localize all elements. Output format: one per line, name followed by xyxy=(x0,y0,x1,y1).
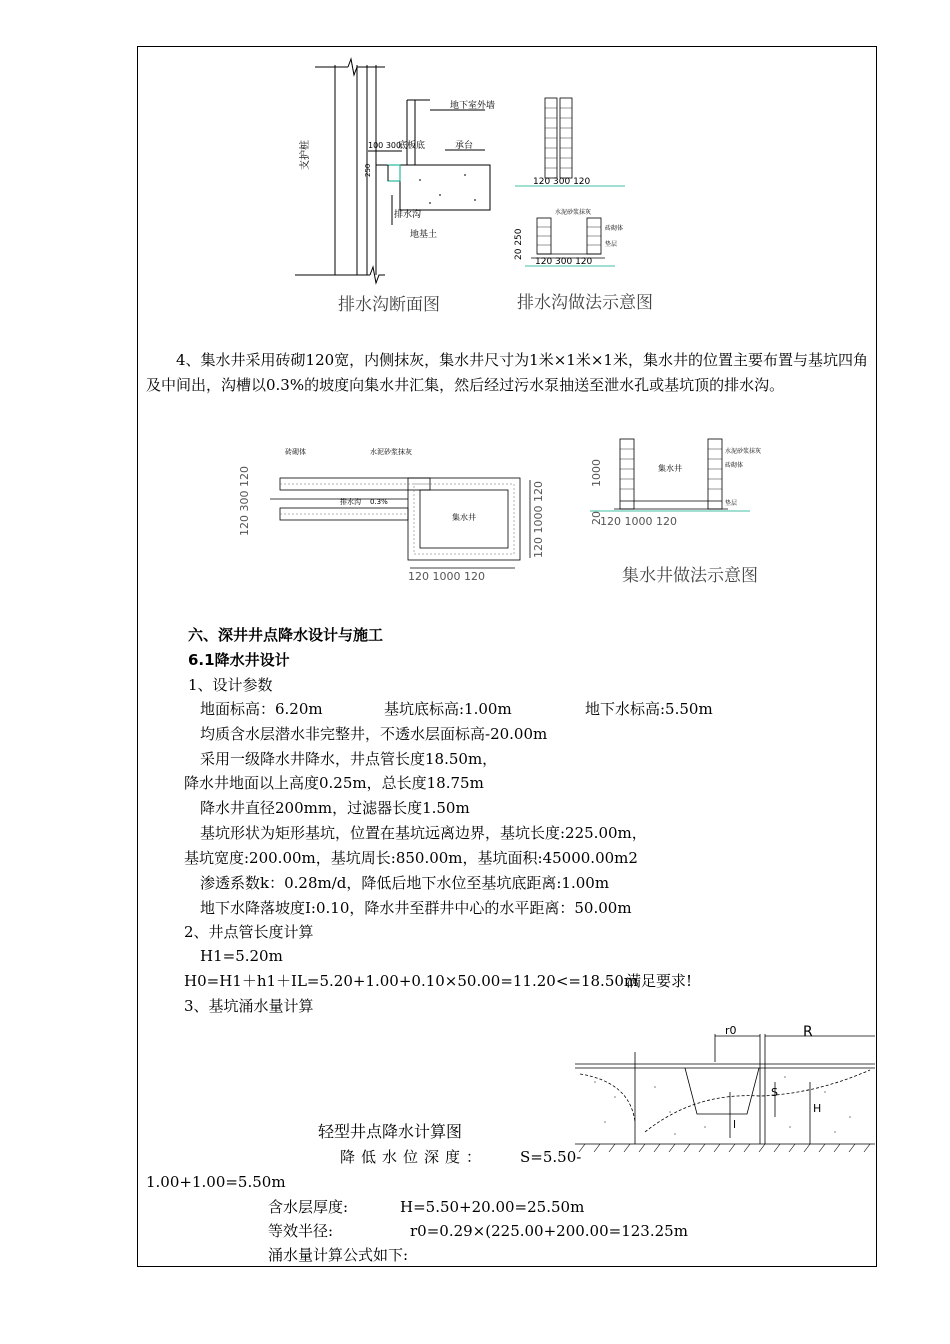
h1-value: H1=5.20m xyxy=(200,947,283,965)
param-line-2: 均质含水层潜水非完整井，不透水层面标高-20.00m xyxy=(200,725,548,743)
calc-figure-title: 轻型井点降水计算图 xyxy=(318,1122,463,1141)
fig3-dims-left: 120 300 120 xyxy=(238,466,251,536)
fig1-dim-label: 100 300 xyxy=(368,141,402,150)
section-title: 六、深井井点降水设计与施工 xyxy=(188,626,384,644)
param-pit-bottom-elev: 基坑底标高:1.00m xyxy=(384,700,512,718)
pipe-length-heading: 2、井点管长度计算 xyxy=(184,923,314,941)
fig5-r0-label: r0 xyxy=(725,1024,737,1037)
fig2-mortar-label: 水泥砂浆抹灰 xyxy=(555,209,592,216)
fig5-l-label: l xyxy=(733,1118,737,1131)
fig5-S-label: S xyxy=(771,1086,778,1099)
fig3-dims-right: 120 1000 120 xyxy=(532,481,545,558)
fig2-cushion-label: 垫层 xyxy=(605,241,618,248)
subsection-title: 6.1降水井设计 xyxy=(188,651,290,669)
param-line-8: 渗透系数k：0.28m/d，降低后地下水位至基坑底距离:1.00m xyxy=(200,874,610,892)
fig1-caption: 排水沟断面图 xyxy=(338,295,440,314)
param-line-9: 地下水降落坡度I:0.10，降水井至群井中心的水平距离：50.00m xyxy=(200,899,632,917)
drain-ditch-section-figure xyxy=(290,55,500,320)
param-line-5: 降水井直径200mm，过滤器长度1.50m xyxy=(200,799,470,817)
fig4-mortar-label: 水泥砂浆抹灰 xyxy=(725,448,762,455)
param-ground-elev: 地面标高：6.20m xyxy=(200,700,323,718)
fig1-cap-label: 承台 xyxy=(455,141,474,151)
param-line-6: 基坑形状为矩形基坑，位置在基坑远离边界，基坑长度:225.00m， xyxy=(200,824,647,842)
fig3-dims-bottom: 120 1000 120 xyxy=(408,570,485,583)
radius-label: 等效半径: xyxy=(268,1222,334,1240)
fig4-dims-bottom: 120 1000 120 xyxy=(600,515,677,528)
fig4-brick-label: 砖砌体 xyxy=(725,462,744,469)
fig2-caption: 排水沟做法示意图 xyxy=(517,293,653,312)
fig2-dims-bottom: 120 300 120 xyxy=(535,257,593,267)
sump-plan-figure xyxy=(230,440,560,585)
fig2-dims-top: 120 300 120 xyxy=(533,177,591,187)
param-water-level: 地下水标高:5.50m xyxy=(585,700,713,718)
fig4-sump-label: 集水井 xyxy=(658,464,682,473)
drain-ditch-method-figure xyxy=(505,90,653,320)
fig2-brick-label: 砖砌体 xyxy=(605,225,624,232)
radius-value: r0=0.29×(225.00+200.00=123.25m xyxy=(410,1222,688,1240)
fig3-slope-label: 0.3% xyxy=(370,498,388,506)
fig4-dim-20: 20 xyxy=(590,511,603,525)
h0-ok: 满足要求! xyxy=(626,972,693,990)
fig1-basement-wall-label: 地下室外墙 xyxy=(450,101,496,111)
fig3-ditch-label: 排水沟 xyxy=(340,498,361,506)
inflow-heading: 3、基坑涌水量计算 xyxy=(184,997,314,1015)
design-params-heading: 1、设计参数 xyxy=(188,676,273,694)
well-point-calc-figure xyxy=(575,1022,875,1157)
fig2-dims-side: 20 250 xyxy=(514,228,524,260)
fig4-caption: 集水井做法示意图 xyxy=(622,566,758,585)
fig1-ditch-label: 排水沟 xyxy=(394,210,422,220)
drawdown-value-b: 1.00+1.00=5.50m xyxy=(146,1173,286,1191)
formula-intro: 涌水量计算公式如下: xyxy=(268,1246,409,1264)
fig1-support-pile-label: 支护桩 xyxy=(300,140,311,170)
fig5-R-label: R xyxy=(803,1024,813,1040)
aquifer-value: H=5.50+20.00=25.50m xyxy=(400,1198,585,1216)
sump-method-figure xyxy=(580,435,770,595)
fig4-dim-1000: 1000 xyxy=(590,459,603,487)
aquifer-label: 含水层厚度: xyxy=(268,1198,349,1216)
h0-value: H0=H1＋h1＋IL=5.20+1.00+0.10×50.00=11.20<=18.50m xyxy=(184,972,639,990)
fig3-sump-label: 集水井 xyxy=(452,513,476,522)
param-line-4: 降水井地面以上高度0.25m，总长度18.75m xyxy=(184,774,484,792)
fig3-mortar-label: 水泥砂浆抹灰 xyxy=(370,448,412,456)
param-line-3: 采用一级降水井降水，井点管长度18.50m， xyxy=(200,750,498,768)
paragraph-4: 4、集水井采用砖砌120宽，内侧抹灰，集水井尺寸为1米×1米×1米，集水井的位置主要布置与基坑四角及中间出，沟槽以0.3%的坡度向集水井汇集，然后经过污水泵抽送至泄水孔或基坑顶的排水沟。 xyxy=(146,351,868,394)
drawdown-value-a: S=5.50- xyxy=(520,1148,582,1166)
fig5-H-label: H xyxy=(813,1102,822,1115)
fig1-soil-label: 地基土 xyxy=(410,230,438,240)
param-line-7: 基坑宽度:200.00m，基坑周长:850.00m，基坑面积:45000.00m2 xyxy=(184,849,638,867)
fig1-dim-250-label: 250 xyxy=(364,163,372,177)
fig4-cushion-label: 垫层 xyxy=(725,500,738,507)
fig1-base-elev-label: 底板底 xyxy=(398,141,426,151)
fig3-brick-label: 砖砌体 xyxy=(285,448,306,456)
drawdown-label: 降低水位深度： xyxy=(340,1148,488,1166)
